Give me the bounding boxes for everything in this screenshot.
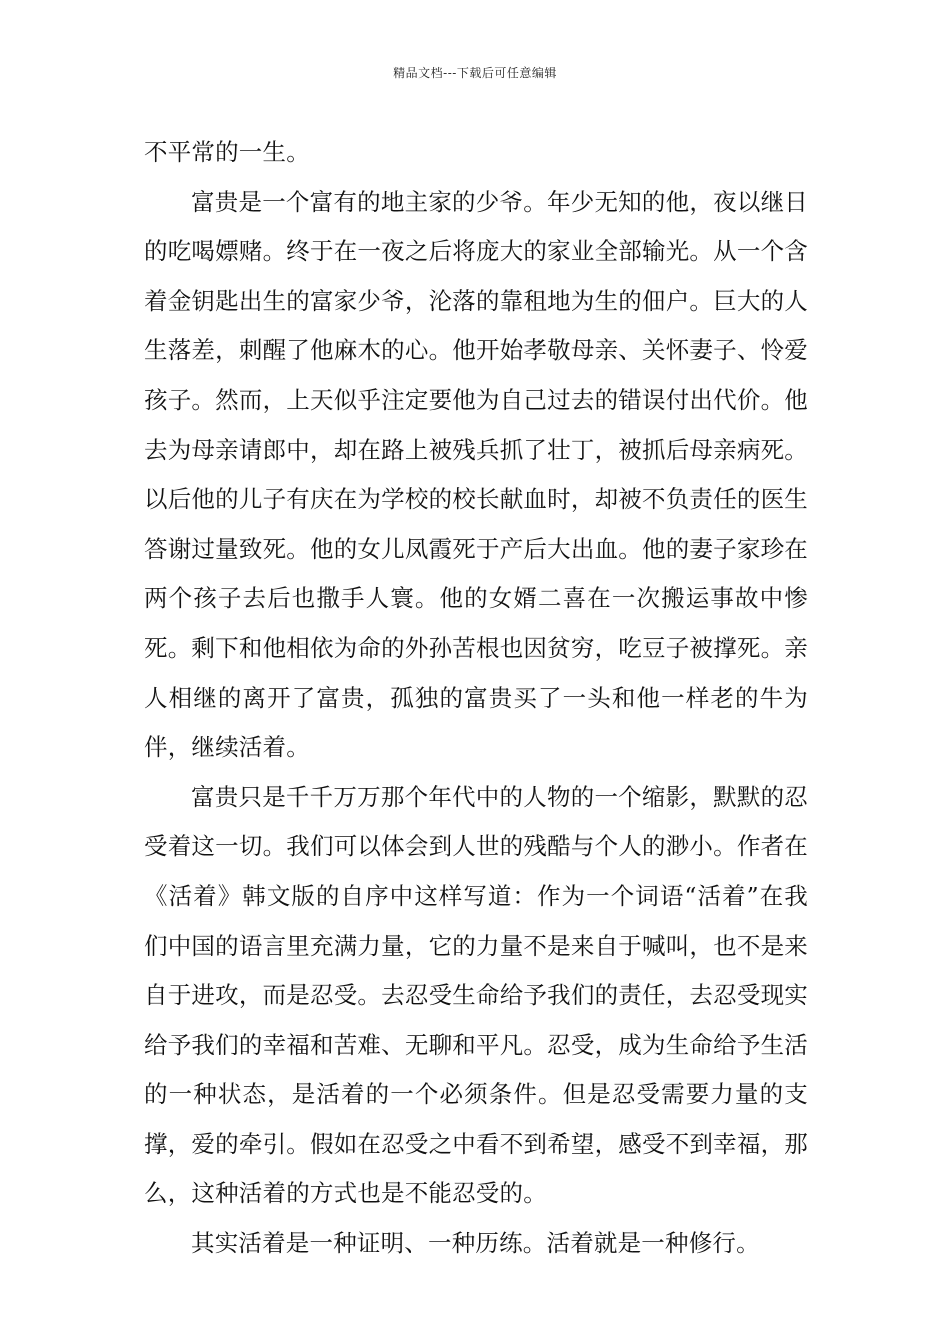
document-body — [144, 128, 808, 1269]
paragraph-continuation: 不平常的一生。 — [144, 138, 310, 166]
page-header: 精品文档---下载后可任意编辑 — [393, 66, 557, 80]
paragraph-fugui-story: 富贵是一个富有的地主家的少爷。年少无知的他，夜以继日的吃喝嫖赌。终于在一夜之后将庞大的家业全部输光。从一个含着金钥匙出生的富家少爷，沦落的靠租地为生的佃户。巨大的人生落差，刺醒了他麻木的心。他开始孝敬母亲、关怀妻子、怜爱孩子。然而，上天似乎注定要他为自己过去的错误付出代价。他去为母亲请郎中，却在路上被残兵抓了壮丁，被抓后母亲病死。以后他的儿子有庆在为学校的校长献血时，却被不负责任的医生答谢过量致死。他的女儿凤霞死于产后大出血。他的妻子家珍在两个孩子去后也撒手人寰。他的女婿二喜在一次搬运事故中惨死。剩下和他相依为命的外孙苦根也因贫穷，吃豆子被撑死。亲人相继的离开了富贵，孤独的富贵买了一头和他一样老的牛为伴，继续活着。 — [144, 187, 808, 762]
paragraph-endurance: 富贵只是千千万万那个年代中的人物的一个缩影，默默的忍受着这一切。我们可以体会到人世的残酷与个人的渺小。作者在《活着》韩文版的自序中这样写道：作为一个词语“活着”在我们中国的语言里充满力量，它的力量不是来自于喊叫，也不是来自于进攻，而是忍受。去忍受生命给予我们的责任，去忍受现实给予我们的幸福和苦难、无聊和平凡。忍受，成为生命给予生活的一种状态，是活着的一个必须条件。但是忍受需要力量的支撑，爱的牵引。假如在忍受之中看不到希望，感受不到幸福，那么，这种活着的方式也是不能忍受的。 — [144, 782, 808, 1208]
paragraph-conclusion: 其实活着是一种证明、一种历练。活着就是一种修行。 — [191, 1229, 760, 1258]
